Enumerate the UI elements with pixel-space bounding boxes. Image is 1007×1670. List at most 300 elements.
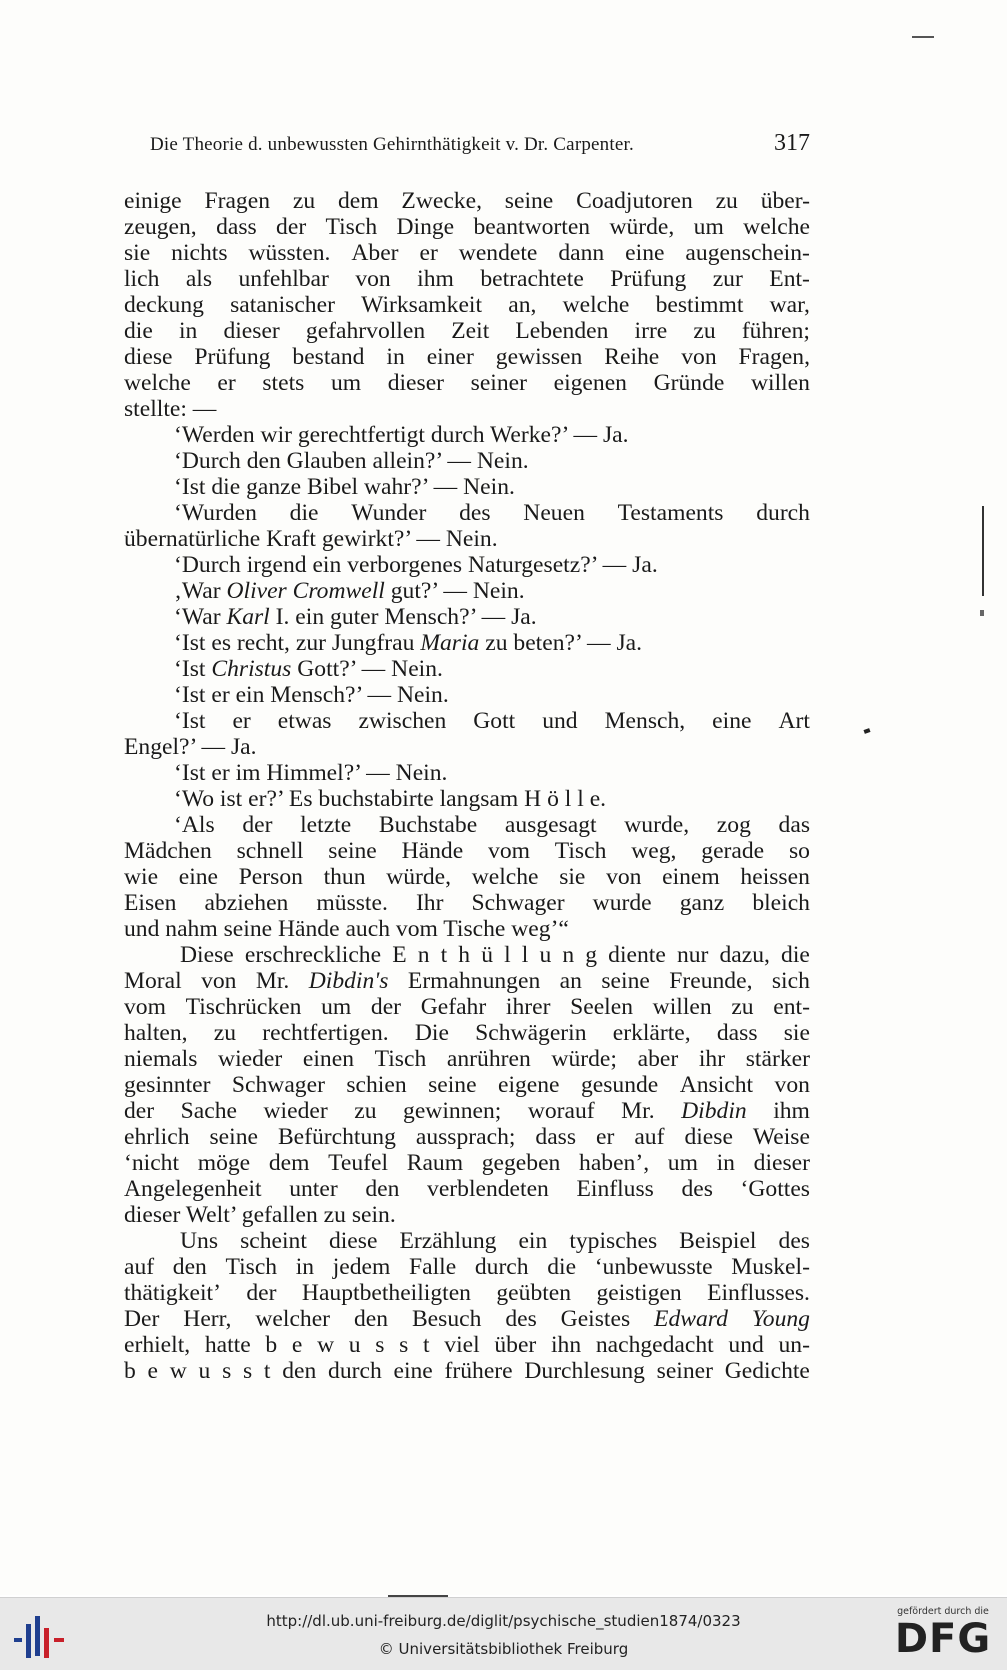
- dfg-funding-logo: [884, 1606, 1002, 1666]
- text-run: ‘Werden wir gerechtfertigt durch Werke?’ — Ja.: [174, 422, 629, 448]
- text-line: [124, 396, 810, 422]
- word: ihrer: [505, 994, 551, 1020]
- word: E: [392, 942, 407, 968]
- text-line: [124, 890, 810, 916]
- word: h: [458, 942, 471, 968]
- word: zwischen: [358, 708, 447, 734]
- word: Raum: [406, 1150, 464, 1176]
- word: wie: [124, 864, 159, 890]
- text-line: [124, 1254, 810, 1280]
- dfg-tagline: gefördert durch die: [897, 1606, 989, 1617]
- text-line: [124, 370, 810, 396]
- word: dieser: [753, 1150, 810, 1176]
- word: des: [459, 500, 491, 526]
- word: stets: [262, 370, 305, 396]
- word: erklärte,: [612, 1020, 691, 1046]
- word: dazu,: [719, 942, 770, 968]
- word: welche: [562, 292, 630, 318]
- word: nachgedacht: [595, 1332, 714, 1358]
- word: letzte: [300, 812, 352, 838]
- word: welcher: [255, 1306, 331, 1332]
- text-line: [124, 1046, 810, 1072]
- text-line: [124, 1332, 810, 1358]
- text-run: ‘Ist die ganze Bibel wahr?’ — Nein.: [174, 474, 515, 500]
- word: lich: [124, 266, 160, 292]
- word: t: [423, 1332, 430, 1358]
- word: Reihe: [604, 344, 660, 370]
- word: durch: [474, 1254, 529, 1280]
- word: Muskel-: [731, 1254, 810, 1280]
- word: über: [494, 1332, 537, 1358]
- text-line: [124, 422, 810, 448]
- word: das: [778, 812, 810, 838]
- word: des: [778, 1228, 810, 1254]
- word: e: [147, 1358, 159, 1384]
- word: eine: [712, 708, 752, 734]
- word: dann: [558, 240, 605, 266]
- text-line: [124, 916, 810, 942]
- italic-word: Edward: [654, 1306, 728, 1332]
- word: rechtfertigen.: [262, 1020, 389, 1046]
- word: bestand: [292, 344, 365, 370]
- text-line: [124, 448, 810, 474]
- word: thätigkeit’: [124, 1280, 221, 1306]
- word: heissen: [740, 864, 810, 890]
- word: dass: [535, 1124, 577, 1150]
- word: t: [263, 1358, 271, 1384]
- document-url[interactable]: http://dl.ub.uni-freiburg.de/diglit/psychische_studien1874/0323: [266, 1612, 741, 1630]
- text-line: [124, 968, 810, 994]
- word: beantworten: [473, 214, 591, 240]
- word: die: [547, 1254, 577, 1280]
- word: aussprach;: [415, 1124, 516, 1150]
- word: gewinnen;: [403, 1098, 502, 1124]
- word: haben’,: [579, 1150, 650, 1176]
- word: Moral: [124, 968, 182, 994]
- word: Ihr: [415, 890, 444, 916]
- word: s: [242, 1358, 253, 1384]
- italic-text: Oliver Cromwell: [226, 578, 385, 604]
- word: vom: [488, 838, 530, 864]
- word: dieser: [387, 370, 445, 396]
- word: eigene: [497, 1072, 560, 1098]
- word: Der: [124, 1306, 160, 1332]
- word: um: [667, 1150, 698, 1176]
- word: wüssten.: [248, 240, 331, 266]
- word: Erzählung: [399, 1228, 497, 1254]
- word: erschreckliche: [244, 942, 382, 968]
- word: der: [276, 214, 307, 240]
- word: Buchstabe: [378, 812, 478, 838]
- word: geübten: [496, 1280, 572, 1306]
- text-line: [124, 942, 810, 968]
- text-line: [124, 1098, 810, 1124]
- word: Die: [414, 1020, 449, 1046]
- word: ent-: [773, 994, 810, 1020]
- word: den: [172, 1254, 207, 1280]
- word: zu: [693, 318, 716, 344]
- text-line: [124, 1358, 810, 1384]
- word: vom: [124, 994, 166, 1020]
- word: nichts: [171, 240, 228, 266]
- word: Neuen: [523, 500, 585, 526]
- word: Fragen,: [738, 344, 810, 370]
- word: ihm: [417, 266, 454, 292]
- word: zu: [715, 188, 738, 214]
- word: Lebenden: [515, 318, 609, 344]
- text-line: [124, 1150, 810, 1176]
- word: augenschein-: [685, 240, 810, 266]
- text-run: ‘Durch den Glauben allein?’ — Nein.: [174, 448, 529, 474]
- word: den: [365, 1176, 400, 1202]
- word: satanischer: [230, 292, 335, 318]
- word: welche: [471, 864, 539, 890]
- word: würde;: [551, 1046, 617, 1072]
- word: sie: [783, 1020, 810, 1046]
- word: Sache: [180, 1098, 237, 1124]
- margin-marker-line: [982, 506, 984, 596]
- word: einem: [662, 864, 720, 890]
- word: dass: [716, 1020, 758, 1046]
- word: seiner: [656, 1358, 713, 1384]
- word: s: [375, 1332, 385, 1358]
- word: betrachtete: [480, 266, 584, 292]
- text-line: [124, 214, 810, 240]
- word: thun: [323, 864, 366, 890]
- word: in: [178, 318, 198, 344]
- text-line: [124, 578, 810, 604]
- word: geistigen: [596, 1280, 682, 1306]
- word: wieder: [263, 1098, 328, 1124]
- word: viel: [444, 1332, 480, 1358]
- word: dieser: [223, 318, 280, 344]
- word: die: [781, 942, 810, 968]
- word: b: [265, 1332, 278, 1358]
- word: Mensch,: [604, 708, 686, 734]
- word: schien: [346, 1072, 407, 1098]
- word: s: [222, 1358, 232, 1384]
- word: eine: [625, 240, 665, 266]
- copyright-notice: © Universitätsbibliothek Freiburg: [378, 1640, 629, 1658]
- word: der: [242, 812, 273, 838]
- word: von: [681, 344, 717, 370]
- word: etwas: [277, 708, 332, 734]
- text-line: [124, 474, 810, 500]
- italic-text: Christus: [211, 656, 292, 682]
- word: diese: [684, 1124, 733, 1150]
- running-title: Die Theorie d. unbewussten Gehirnthätigkeit v. Dr. Carpenter.: [150, 134, 634, 155]
- word: u: [348, 1332, 361, 1358]
- word: und: [542, 708, 578, 734]
- word: Zeit: [451, 318, 490, 344]
- word: Diese: [180, 942, 234, 968]
- word: Schwager: [471, 890, 565, 916]
- word: zu: [213, 1020, 237, 1046]
- text-line: [124, 682, 810, 708]
- italic-word: Young: [751, 1306, 810, 1332]
- word: zeugen,: [124, 214, 197, 240]
- word: um: [330, 370, 362, 396]
- word: durch: [328, 1358, 382, 1384]
- word: ihr: [698, 1046, 726, 1072]
- word: Tisch: [374, 1046, 427, 1072]
- text-line: [124, 1280, 810, 1306]
- word: Ermahnungen: [407, 968, 541, 994]
- text-run: ‘Durch irgend ein verborgenes Naturgesetz?’ — Ja.: [174, 552, 658, 578]
- word: einer: [426, 344, 474, 370]
- word: Freunde,: [669, 968, 753, 994]
- word: Gründe: [653, 370, 725, 396]
- text-run: ‘Ist es recht, zur Jungfrau: [174, 630, 421, 656]
- word: war,: [769, 292, 810, 318]
- italic-word: Dibdin: [681, 1098, 747, 1124]
- text-line: [124, 760, 810, 786]
- word: Beispiel: [679, 1228, 757, 1254]
- word: Gott: [473, 708, 516, 734]
- word: frühere: [444, 1358, 513, 1384]
- word: in: [295, 1254, 315, 1280]
- text-line: [124, 1306, 810, 1332]
- text-line: [124, 1072, 810, 1098]
- text-run: stellte: —: [124, 396, 217, 422]
- word: anrühren: [446, 1046, 531, 1072]
- word: gesinnter: [124, 1072, 211, 1098]
- word: Fragen: [204, 188, 271, 214]
- word: Dinge: [396, 214, 455, 240]
- text-line: [124, 708, 810, 734]
- word: als: [185, 266, 213, 292]
- word: Prüfung: [194, 344, 271, 370]
- word: Besuch: [411, 1306, 482, 1332]
- word: zu: [354, 1098, 377, 1124]
- word: ‘Gottes: [740, 1176, 810, 1202]
- word: Falle: [409, 1254, 457, 1280]
- word: l: [521, 942, 529, 968]
- word: er: [232, 708, 251, 734]
- word: der: [124, 1098, 155, 1124]
- text-line: [124, 994, 810, 1020]
- word: diente: [608, 942, 666, 968]
- word: wurde: [592, 890, 652, 916]
- word: stärker: [745, 1046, 810, 1072]
- word: Einfluss: [576, 1176, 654, 1202]
- text-line: [124, 734, 810, 760]
- word: den: [353, 1306, 389, 1332]
- text-run: und nahm seine Hände auch vom Tische weg’“: [124, 916, 569, 942]
- word: in: [716, 1150, 735, 1176]
- word: dem: [268, 1150, 310, 1176]
- word: willen: [652, 994, 712, 1020]
- word: ehrlich: [124, 1124, 190, 1150]
- word: e: [291, 1332, 303, 1358]
- text-line: [124, 1202, 810, 1228]
- text-line: [124, 344, 810, 370]
- word: würde,: [609, 214, 675, 240]
- word: er: [217, 370, 236, 396]
- word: s: [399, 1332, 409, 1358]
- text-line: [124, 864, 810, 890]
- word: u: [198, 1358, 211, 1384]
- word: Angelegenheit: [124, 1176, 262, 1202]
- word: wieder: [218, 1046, 283, 1072]
- text-line: [124, 526, 810, 552]
- word: Einflusses.: [707, 1280, 810, 1306]
- word: Weise: [752, 1124, 810, 1150]
- word: seine: [504, 188, 554, 214]
- word: u: [539, 942, 552, 968]
- word: irre: [634, 318, 668, 344]
- word: einen: [302, 1046, 354, 1072]
- word: an,: [508, 292, 537, 318]
- word: abziehen: [204, 890, 289, 916]
- word: erhielt,: [124, 1332, 191, 1358]
- word: eigenen: [553, 370, 627, 396]
- word: gesunde: [580, 1072, 659, 1098]
- word: Wunder: [351, 500, 427, 526]
- word: ihm: [773, 1098, 810, 1124]
- word: Geistes: [560, 1306, 631, 1332]
- word: hatte: [204, 1332, 251, 1358]
- word: bleich: [752, 890, 810, 916]
- word: scheint: [240, 1228, 307, 1254]
- word: gerade: [701, 838, 765, 864]
- italic-text: Maria: [420, 630, 480, 656]
- word: zog: [716, 812, 751, 838]
- word: seine: [428, 1072, 477, 1098]
- word: ‘Wurden: [174, 500, 257, 526]
- word: von: [606, 864, 642, 890]
- word: t: [440, 942, 448, 968]
- word: Mr.: [621, 1098, 655, 1124]
- word: un-: [778, 1332, 810, 1358]
- word: Gedichte: [724, 1358, 810, 1384]
- word: über-: [760, 188, 810, 214]
- word: Person: [238, 864, 303, 890]
- word: w: [317, 1332, 335, 1358]
- margin-ink-spot: [863, 728, 870, 734]
- word: Tisch: [554, 838, 607, 864]
- word: Gefahr: [420, 994, 487, 1020]
- word: des: [681, 1176, 713, 1202]
- text-line: [124, 188, 810, 214]
- page-number: 317: [774, 130, 810, 156]
- word: sie: [559, 864, 586, 890]
- text-run: ‘Wo ist er?’ Es buchstabirte langsam H ö l l e.: [174, 786, 607, 812]
- word: gegeben: [481, 1150, 561, 1176]
- word: zu: [731, 994, 754, 1020]
- word: niemals: [124, 1046, 198, 1072]
- word: seine: [209, 1124, 258, 1150]
- text-run: ‚War: [174, 578, 227, 604]
- text-line: [124, 656, 810, 682]
- word: führen;: [741, 318, 810, 344]
- word: willen: [750, 370, 810, 396]
- text-line: [124, 240, 810, 266]
- word: möge: [197, 1150, 251, 1176]
- margin-marker-tick: [980, 610, 984, 616]
- word: l: [504, 942, 511, 968]
- word: zur: [712, 266, 743, 292]
- word: die: [124, 318, 153, 344]
- word: unfehlbar: [238, 266, 329, 292]
- word: Art: [778, 708, 810, 734]
- page-header: [150, 130, 810, 164]
- word: gefahrvollen: [305, 318, 426, 344]
- word: Mädchen: [124, 838, 212, 864]
- word: ausgesagt: [504, 812, 597, 838]
- word: diese: [124, 344, 173, 370]
- word: nur: [676, 942, 709, 968]
- word: der: [370, 994, 402, 1020]
- word: Schwägerin: [475, 1020, 587, 1046]
- word: durch: [756, 500, 810, 526]
- word: er: [419, 240, 438, 266]
- word: ‘nicht: [124, 1150, 180, 1176]
- word: sich: [771, 968, 810, 994]
- text-run: Gott?’ — Nein.: [291, 656, 443, 682]
- word: worauf: [527, 1098, 595, 1124]
- word: Tisch: [325, 214, 378, 240]
- word: deckung: [124, 292, 204, 318]
- word: ‘unbewusste: [594, 1254, 713, 1280]
- word: unter: [289, 1176, 338, 1202]
- word: Uns: [180, 1228, 219, 1254]
- word: Teufel: [328, 1150, 389, 1176]
- word: Schwager: [231, 1072, 325, 1098]
- word: Mr.: [255, 968, 290, 994]
- italic-word: Dibdin's: [308, 968, 389, 994]
- word: der: [246, 1280, 277, 1306]
- text-run: ‘Ist er im Himmel?’ — Nein.: [174, 760, 448, 786]
- text-run: dieser Welt’ gefallen zu sein.: [124, 1202, 396, 1228]
- word: Eisen: [124, 890, 177, 916]
- word: Prüfung: [610, 266, 687, 292]
- word: Tisch: [225, 1254, 278, 1280]
- word: von: [355, 266, 391, 292]
- text-line: [124, 1020, 810, 1046]
- word: um: [693, 214, 724, 240]
- word: ein: [518, 1228, 548, 1254]
- text-run: gut?’ — Nein.: [384, 578, 525, 604]
- word: weg,: [631, 838, 677, 864]
- word: seiner: [470, 370, 527, 396]
- body-text: [124, 188, 810, 1384]
- word: n: [417, 942, 430, 968]
- word: den: [282, 1358, 317, 1384]
- word: dem: [337, 188, 379, 214]
- word: Hände: [401, 838, 464, 864]
- word: typisches: [569, 1228, 658, 1254]
- word: gewissen: [495, 344, 583, 370]
- word: und: [728, 1332, 764, 1358]
- text-line: [124, 838, 810, 864]
- word: ganz: [679, 890, 725, 916]
- text-run: zu beten?’ — Ja.: [479, 630, 643, 656]
- word: Testaments: [617, 500, 724, 526]
- word: aber: [637, 1046, 679, 1072]
- word: Wirksamkeit: [361, 292, 483, 318]
- text-line: [124, 292, 810, 318]
- text-run: übernatürliche Kraft gewirkt?’ — Nein.: [124, 526, 498, 552]
- word: er: [596, 1124, 615, 1150]
- word: um: [321, 994, 352, 1020]
- word: so: [788, 838, 810, 864]
- word: eine: [393, 1358, 433, 1384]
- text-line: [124, 266, 810, 292]
- word: Coadjutoren: [576, 188, 693, 214]
- word: einige: [124, 188, 182, 214]
- word: ‘Ist: [174, 708, 206, 734]
